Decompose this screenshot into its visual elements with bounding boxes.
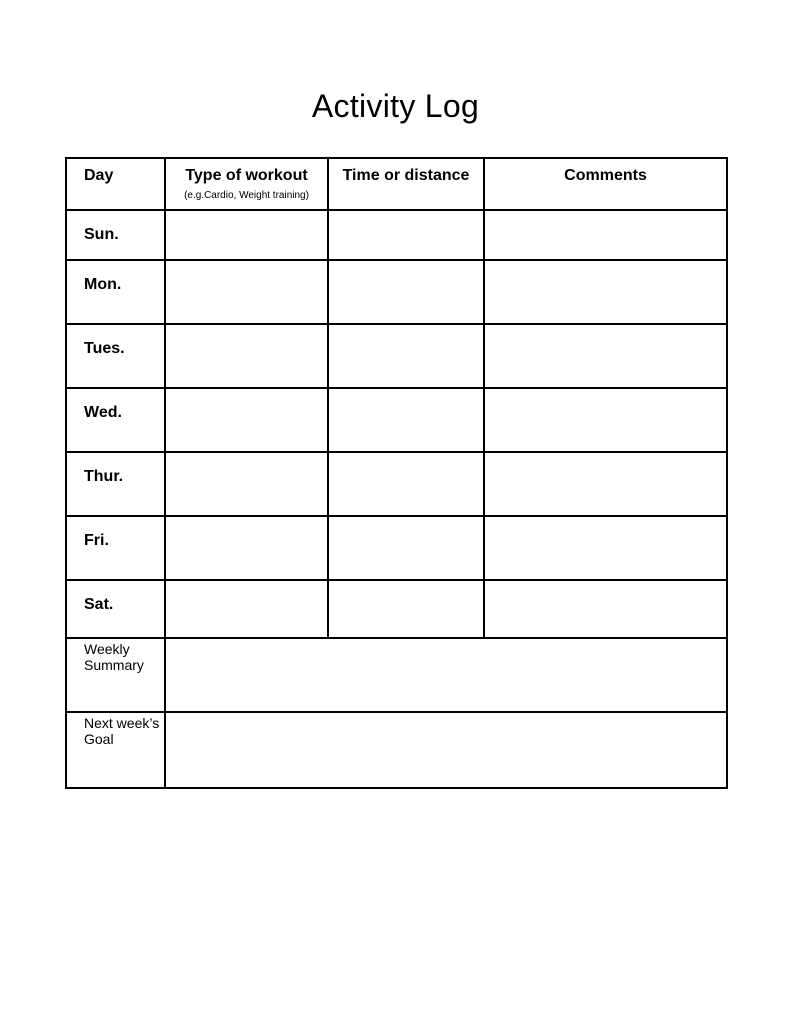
type-cell[interactable] bbox=[165, 260, 328, 324]
comments-cell[interactable] bbox=[484, 516, 727, 580]
row-next-week-goal bbox=[66, 712, 727, 788]
header-row bbox=[66, 158, 727, 210]
time-cell[interactable] bbox=[328, 452, 484, 516]
comments-cell[interactable] bbox=[484, 260, 727, 324]
comments-cell[interactable] bbox=[484, 388, 727, 452]
time-cell[interactable] bbox=[328, 260, 484, 324]
time-cell[interactable] bbox=[328, 516, 484, 580]
comments-cell[interactable] bbox=[484, 452, 727, 516]
header-type-hint: (e.g.Cardio, Weight training) bbox=[184, 190, 309, 201]
header-type-of-workout bbox=[165, 158, 328, 210]
row-sunday bbox=[66, 210, 727, 260]
row-tuesday bbox=[66, 324, 727, 388]
time-cell[interactable] bbox=[328, 388, 484, 452]
time-cell[interactable] bbox=[328, 324, 484, 388]
type-cell[interactable] bbox=[165, 516, 328, 580]
next-week-goal-label: Next week’s Goal bbox=[66, 712, 165, 788]
type-cell[interactable] bbox=[165, 210, 328, 260]
type-cell[interactable] bbox=[165, 580, 328, 638]
header-comments: Comments bbox=[484, 158, 727, 210]
day-label: Thur. bbox=[66, 452, 165, 516]
day-label: Mon. bbox=[66, 260, 165, 324]
day-label: Tues. bbox=[66, 324, 165, 388]
row-wednesday bbox=[66, 388, 727, 452]
row-monday bbox=[66, 260, 727, 324]
time-cell[interactable] bbox=[328, 210, 484, 260]
type-cell[interactable] bbox=[165, 452, 328, 516]
day-label: Fri. bbox=[66, 516, 165, 580]
type-cell[interactable] bbox=[165, 324, 328, 388]
weekly-summary-field[interactable] bbox=[165, 638, 727, 712]
page-title: Activity Log bbox=[311, 88, 480, 124]
comments-cell[interactable] bbox=[484, 324, 727, 388]
row-thursday bbox=[66, 452, 727, 516]
row-saturday bbox=[66, 580, 727, 638]
row-weekly-summary bbox=[66, 638, 727, 712]
comments-cell[interactable] bbox=[484, 210, 727, 260]
header-time-or-distance: Time or distance bbox=[328, 158, 484, 210]
time-cell[interactable] bbox=[328, 580, 484, 638]
header-type-label: Type of workout bbox=[185, 167, 308, 184]
row-friday bbox=[66, 516, 727, 580]
day-label: Sat. bbox=[66, 580, 165, 638]
day-label: Wed. bbox=[66, 388, 165, 452]
activity-log-table bbox=[65, 157, 728, 789]
comments-cell[interactable] bbox=[484, 580, 727, 638]
next-week-goal-field[interactable] bbox=[165, 712, 727, 788]
weekly-summary-label: Weekly Summary bbox=[66, 638, 165, 712]
type-cell[interactable] bbox=[165, 388, 328, 452]
header-day: Day bbox=[66, 158, 165, 210]
day-label: Sun. bbox=[66, 210, 165, 260]
